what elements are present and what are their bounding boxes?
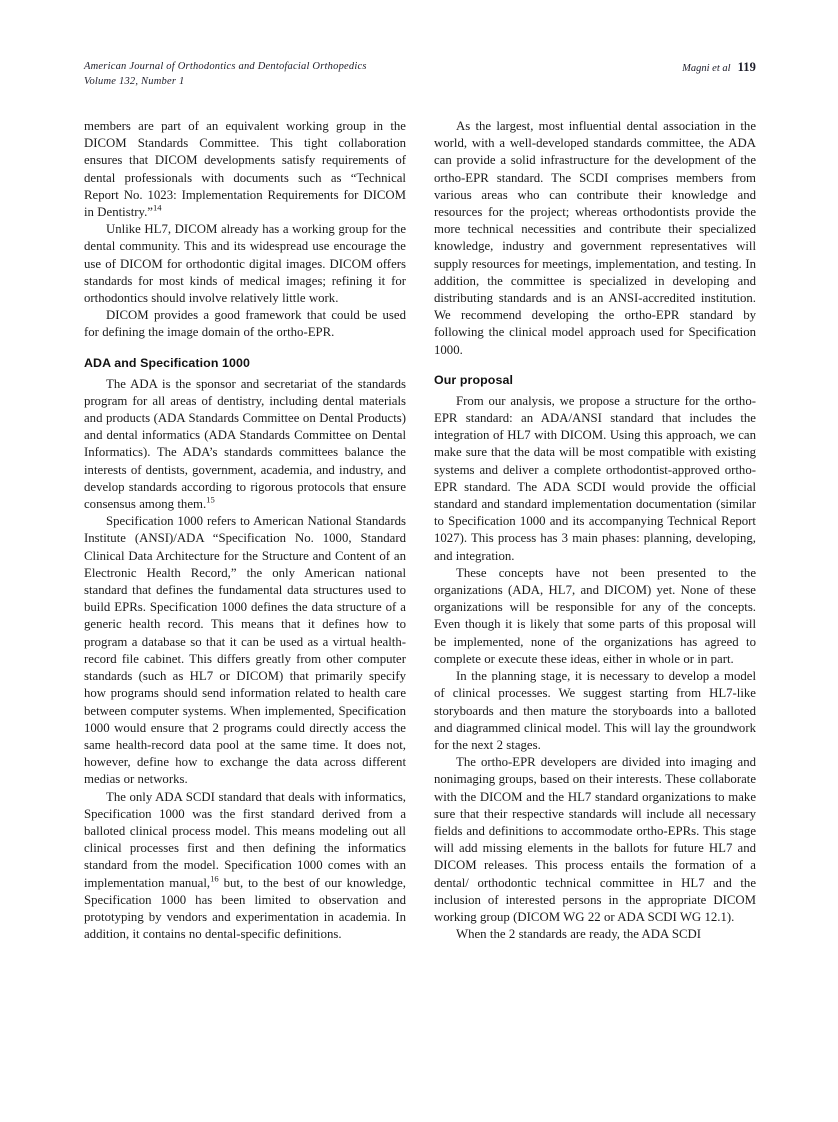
author-citation: Magni et al <box>682 63 731 74</box>
running-head <box>84 60 756 89</box>
left-column <box>84 118 406 1058</box>
paragraph-text: members are part of an equivalent working group in the DICOM Standards Committee. This tight collaboration ensures that DICOM developments satisfy requirements of dental professionals with documents such as “Technical Report No. 1023: Implementation Requirements for DICOM in Dentistry.” <box>84 119 406 220</box>
paragraph-text: These concepts have not been presented to the organizations (ADA, HL7, and DICOM) yet. None of these organizations will be responsible for any of the concepts. Even though it is likely that some parts of this proposal will be implemented, none of the organizations has agreed to complete or execute these ideas, either in whole or in part. <box>434 565 756 666</box>
paragraph-dicom-framework <box>84 307 406 341</box>
paragraph-text: The ortho-EPR developers are divided into imaging and nonimaging groups, based on their interests. These collaborate with the DICOM and the HL7 standard organizations to make sure that their respective standards will include all necessary fields and definitions to accommodate ortho-EPRs. This stage will add missing elements in the ballots for future HL7 and DICOM releases. This process entails the formation of a dental/ orthodontic technical committee in HL7 and the inclusion of interested persons in the appropriate DICOM working group (DICOM WG 22 or ADA SCDI WG 12.1). <box>434 755 756 924</box>
paragraph-text-before-reference: The only ADA SCDI standard that deals with informatics, Specification 1000 was the first standard derived from a balloted clinical process model. This means modeling out all clinical processes first and then defining the informatics standard from the model. Specification 1000 comes with an implementation manual, <box>84 789 406 890</box>
running-head-journal <box>84 60 367 89</box>
running-head-authors-page <box>682 60 756 77</box>
paragraph-text: Unlike HL7, DICOM already has a working group for the dental community. This and its widespread use encourage the use of DICOM for orthodontic digital images. DICOM offers standards for most kinds of medical images; refining it for orthodontics should involve relatively little work. <box>84 222 406 306</box>
paragraph-ortho-epr-developers <box>434 754 756 926</box>
reference-marker: 15 <box>206 494 215 505</box>
section-heading-ada-specification-1000: ADA and Specification 1000 <box>84 355 251 370</box>
paragraph-text: Specification 1000 refers to American National Standards Institute (ANSI)/ADA “Specification No. 1000, Standard Clinical Data Architecture for the Structure and Content of an Electronic Health Record,” the only American national standard that defines the fundamental data structures used to build EPRs. Specification 1000 defines the data structure of a generic health record. This means that it defines how to program a database so that it can be used as a virtual health-record file cabinet. This differs greatly from other computer standards (such as HL7 or DICOM) that primarily specify how programs should send information related to health care between computer systems. When implemented, Specification 1000 would ensure that 2 programs could directly access the same health-record data pool at the same time. It does not, however, define how to exchange the data across different medias or networks. <box>84 514 406 787</box>
paragraph-text-after-reference: but, to the best of our knowledge, Specification 1000 has been limited to observation and prototyping by vendors and experimentation in academia. In addition, it contains no dental-specific definitions. <box>84 875 406 942</box>
paragraph-text: The ADA is the sponsor and secretariat of the standards program for all areas of dentistry, including dental materials and products (ADA Standards Committee on Dental Products) and dental informatics (ADA Standards Committee on Dental Informatics). The ADA’s standards committees balance the interests of dentists, government, academia, and industry, and develop standards according to rigorous protocols that ensure consensus among them. <box>84 376 406 512</box>
right-column <box>434 118 756 1058</box>
journal-title: American Journal of Orthodontics and Dentofacial Orthopedics <box>84 61 367 72</box>
reference-marker: 14 <box>152 202 162 213</box>
paragraph-dicom-standards-committee <box>84 118 406 221</box>
journal-volume-issue: Volume 132, Number 1 <box>84 75 185 87</box>
paragraph-ada-sponsor <box>84 376 406 514</box>
paragraph-planning-stage <box>434 668 756 754</box>
paragraph-largest-dental-association <box>434 118 756 359</box>
paragraph-text: As the largest, most influential dental association in the world, with a well-developed standards committee, the ADA can provide a solid infrastructure for the development of the ortho-EPR standard. The SCDI comprises members from various areas who can contribute their knowledge and resources for the project; whereas orthodontists provide the more technical necessities and contribute their specialized knowledge, industry and government representatives will supply resources for meetings, implementation, and testing. In addition, the committee is specialized in developing and distributing standards and is an ANSI-accredited institution. We recommend developing the ortho-EPR standard by following the clinical model approach used for Specification 1000. <box>434 119 756 357</box>
paragraph-from-our-analysis <box>434 393 756 565</box>
page-number: 119 <box>737 60 756 74</box>
section-heading-our-proposal: Our proposal <box>434 372 513 387</box>
paragraph-text: From our analysis, we propose a structure for the ortho-EPR standard: an ADA/ANSI standard that includes the integration of HL7 with DICOM. Using this approach, we can make sure that the data will be most compatible with existing systems and deliver a complete orthodontist-approved ortho-EPR standard. The ADA SCDI would provide the official standard and standard implementation documentation (similar to Specification 1000 and its accompanying Technical Report 1027). This process has 3 main phases: planning, developing, and integration. <box>434 393 756 563</box>
paragraph-when-2-standards-ready <box>434 926 756 943</box>
paragraph-concepts-not-presented <box>434 565 756 668</box>
paragraph-ada-scdi-informatics <box>84 789 406 944</box>
paragraph-specification-1000-ansi <box>84 513 406 788</box>
paragraph-text: When the 2 standards are ready, the ADA SCDI <box>456 927 702 942</box>
reference-marker: 16 <box>210 873 219 884</box>
paragraph-text: In the planning stage, it is necessary to develop a model of clinical processes. We suggest starting from HL7-like storyboards and then mature the storyboards into a balloted and diagrammed clinical model. This will lay the groundwork for the next 2 stages. <box>434 669 756 752</box>
paragraph-unlike-hl7 <box>84 221 406 307</box>
body-columns <box>84 118 756 1058</box>
paragraph-text: DICOM provides a good framework that could be used for defining the image domain of the ortho-EPR. <box>84 308 406 340</box>
